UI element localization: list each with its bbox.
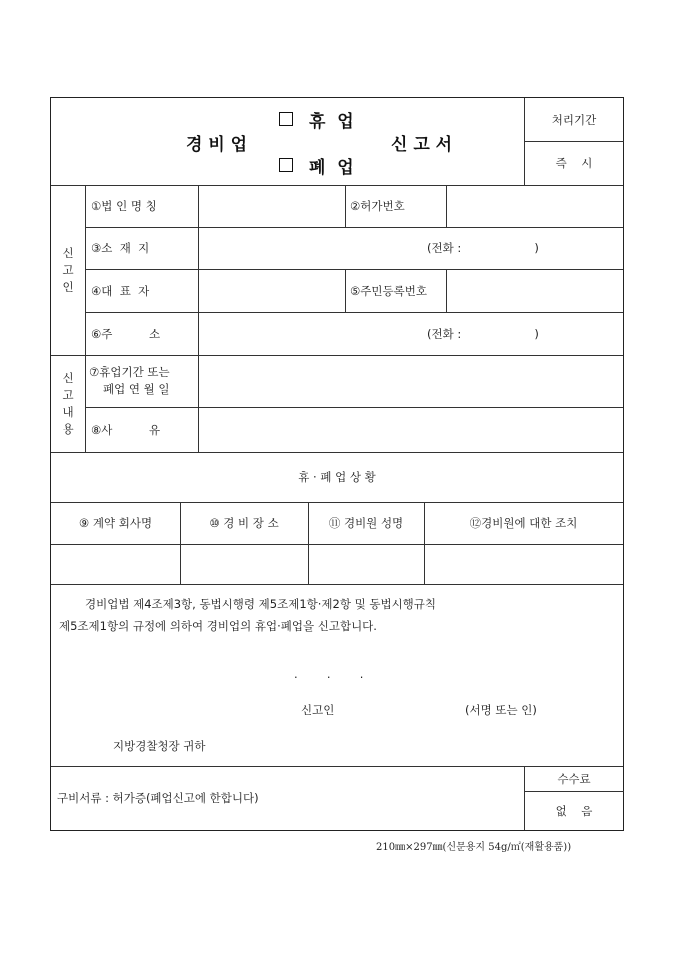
corp-name-label: ①법 인 명 칭 [91,199,157,213]
option-suspend-label: 휴 업 [309,111,354,132]
declaration-line1: 경비업법 제4조제3항, 동법시행령 제5조제1항·제2항 및 동법시행규칙 [85,597,437,611]
column-guard-location: ⑩ 경 비 장 소 [209,516,279,530]
permit-number-field[interactable] [447,186,623,226]
reason-field[interactable] [199,408,623,451]
option-close-label: 폐 업 [309,157,354,178]
applicant-section-label: 신 고 인 [62,245,74,294]
details-section-label: 신 고 내 용 [62,370,74,436]
status-cell-measures[interactable] [425,545,622,583]
address-label: ⑥주 소 [91,326,161,341]
resident-number-label: ⑤주민등록번호 [350,283,427,298]
status-cell-location[interactable] [181,545,307,583]
permit-number-label: ②허가번호 [350,199,405,213]
location-label: ③소 재 지 [91,241,150,255]
close-checkbox[interactable] [279,158,293,172]
address-phone[interactable]: (전화 : ) [427,326,539,341]
period-label: ⑦휴업기간 또는 폐업 연 월 일 [89,365,170,396]
period-field[interactable] [199,356,623,406]
representative-field[interactable] [199,270,344,311]
representative-label: ④대 표 자 [91,283,150,298]
status-cell-name[interactable] [309,545,423,583]
reason-label: ⑧사 유 [91,422,161,437]
processing-period-label: 처리기간 [551,112,597,127]
location-phone[interactable]: (전화 : ) [427,241,539,255]
signer-label: 신고인 [301,703,335,717]
column-guard-name: ⑪ 경비원 성명 [328,516,404,530]
option-close [279,148,354,182]
fee-label: 수수료 [557,771,591,786]
corp-name-field[interactable] [199,186,344,226]
addressee: 지방경찰청장 귀하 [113,739,206,753]
report-form [50,97,624,831]
required-documents: 구비서류 : 허가증(폐업신고에 한합니다) [57,791,259,805]
form-title-suffix: 신 고 서 [391,134,453,155]
declaration-line2: 제5조제1항의 규정에 의하여 경비업의 휴업·폐업을 신고합니다. [59,619,377,633]
paper-spec-note: 210㎜×297㎜(신문용지 54g/㎡(재활용품)) [376,842,572,853]
suspend-checkbox[interactable] [279,112,293,126]
processing-period-value: 즉 시 [555,156,593,170]
column-guard-measures: ⑫경비원에 대한 조치 [469,516,578,530]
option-suspend [279,102,354,136]
column-contract-company: ⑨ 계약 회사명 [78,516,153,530]
date-line[interactable]: . . . [294,667,364,681]
fee-value: 없 음 [555,803,593,818]
resident-number-field[interactable] [447,270,623,311]
form-title-main: 경 비 업 [186,134,248,155]
status-heading: 휴 · 폐 업 상 황 [298,470,376,484]
form-title [186,122,247,162]
status-cell-company[interactable] [52,545,179,583]
signature-note[interactable]: (서명 또는 인) [465,703,537,717]
